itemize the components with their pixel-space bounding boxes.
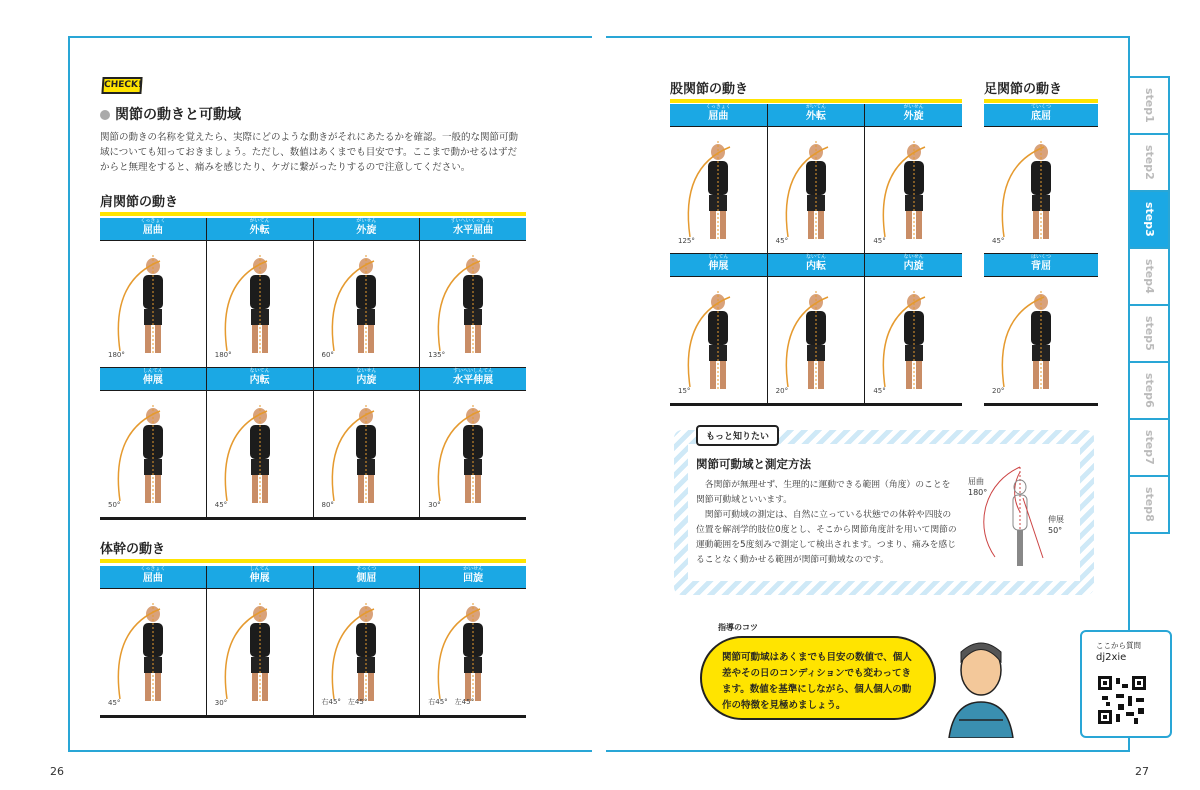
motion-photo [984,127,1098,253]
motion-photo [100,391,206,517]
step-tab[interactable]: step4 [1130,247,1170,306]
motion-photo [670,127,767,253]
joint-motion-label: くっきょく 屈曲 [100,218,206,240]
angle-label: 45° [873,387,886,395]
joint-motion-label: かいせん 回旋 [420,566,526,588]
angle-label: 20° [775,387,789,395]
tip-bubble: 関節可動域はあくまでも目安の数値で、個人差やその日のコンディションでも変わってきます。数値を基準にしながら、個人個人の動作の特徴を見極めましょう。 [700,636,936,720]
shoulder-title: 肩関節の動き [100,191,526,216]
angle-label: 45° [108,699,121,707]
more-info-title: 関節可動域と測定方法 [696,457,811,471]
step-tab[interactable]: step6 [1130,361,1170,420]
more-info-tag: もっと知りたい [696,425,779,446]
qr-code-icon [1098,676,1146,724]
angle-label: 180° [108,351,125,359]
motion-photo [984,277,1098,403]
motion-photo [420,391,526,517]
motion-photo [100,589,206,715]
qr-label: ここから質問 [1096,641,1141,650]
joint-motion-label: ないてん 内転 [768,254,865,276]
angle-label: 20° [992,387,1005,395]
motion-photo [314,241,420,367]
motion-photo [768,127,865,253]
ankle-title: 足関節の動き [984,78,1098,103]
joint-motion-label: ないせん 内旋 [865,254,962,276]
motion-photo [207,589,313,715]
motion-photo [207,391,313,517]
angle-label: 30° [428,501,441,509]
angle-label: 135° [428,351,446,359]
step-tab[interactable]: step2 [1130,133,1170,192]
joint-motion-label: しんてん 伸展 [207,566,313,588]
motion-photo [314,589,420,715]
joint-motion-label: ていくつ 底屈 [984,104,1098,126]
motion-photo [865,277,962,403]
angle-label: 30° [214,699,228,707]
joint-motion-label: しんてん 伸展 [670,254,767,276]
more-info-text: 各関節が無理せず、生理的に運動できる範囲（角度）のことを関節可動域といいます。 関節可動域の測定は、自然に立っている状態での体幹や四肢の位置を解剖学的肢位0度とし、そこから関節角度計を用いて関節の運動範囲を5度刻みで測定して検出されます。つまり、痛みを感じることなく動かせる範囲が関節可動域なのです。 [696,480,957,565]
step-tab[interactable]: step3 [1130,190,1170,249]
motion-photo [314,391,420,517]
angle-label: 180° [214,351,232,359]
angle-label: 45° [992,237,1005,245]
step-tab[interactable]: step1 [1130,76,1170,135]
rom-flex-label: 屈曲 180° [968,477,988,497]
step-tabs [1130,78,1172,534]
angle-label: 45° [214,501,228,509]
tip-label: 指導のコツ [718,623,758,632]
motion-photo [768,277,865,403]
joint-motion-label: しんてん 伸展 [100,368,206,390]
shoulder-grid [100,218,526,520]
angle-label: 60° [321,351,334,359]
ankle-grid [984,104,1098,406]
page-number-right: 27 [1135,765,1149,778]
joint-motion-label: はいくつ 背屈 [984,254,1098,276]
rom-ext-label: 伸展 50° [1048,515,1064,535]
joint-motion-label: ないてん 内転 [207,368,313,390]
trunk-grid [100,566,526,718]
angle-label: 15° [678,387,691,395]
joint-motion-label: くっきょく 屈曲 [100,566,206,588]
check-badge: CHECK! [101,77,142,94]
angle-label: 50° [108,501,121,509]
joint-motion-label: くっきょく 屈曲 [670,104,767,126]
joint-motion-label: そっくつ 側屈 [314,566,420,588]
joint-motion-label: がいせん 外旋 [865,104,962,126]
angle-label: 45° [775,237,789,245]
hip-title: 股関節の動き [670,78,962,103]
angle-label: 80° [321,501,334,509]
joint-motion-label: すいへいくっきょく 水平屈曲 [420,218,526,240]
joint-motion-label: ないせん 内旋 [314,368,420,390]
page-number-left: 26 [50,765,64,778]
step-tab[interactable]: step7 [1130,418,1170,477]
angle-label: 右45° 左45° [428,698,475,706]
coach-illustration [944,632,1018,738]
qr-code-text: dj2xie [1096,652,1127,663]
joint-motion-label: がいてん 外転 [207,218,313,240]
angle-label: 右45° 左45° [321,698,368,706]
motion-photo [420,241,526,367]
joint-motion-label: すいへいしんてん 水平伸展 [420,368,526,390]
page-title: 関節の動きと可動域 [100,104,241,124]
angle-label: 125° [678,237,695,245]
motion-photo [420,589,526,715]
hip-grid [670,104,962,406]
intro-text: 関節の動きの名称を覚えたら、実際にどのような動きがそれにあたるかを確認。一般的な関節可動域についても知っておきましょう。ただし、数値はあくまでも目安です。ここまで動かせるはずだからと無理をすると、痛みを感じたり、ケガに繋がったりするので注意してください。 [100,132,519,173]
step-tab[interactable]: step8 [1130,475,1170,534]
motion-photo [670,277,767,403]
trunk-title: 体幹の動き [100,538,526,563]
motion-photo [100,241,206,367]
angle-label: 45° [873,237,886,245]
motion-photo [865,127,962,253]
step-tab[interactable]: step5 [1130,304,1170,363]
joint-motion-label: がいてん 外転 [768,104,865,126]
joint-motion-label: がいせん 外旋 [314,218,420,240]
qr-panel[interactable] [1080,630,1172,738]
motion-photo [207,241,313,367]
